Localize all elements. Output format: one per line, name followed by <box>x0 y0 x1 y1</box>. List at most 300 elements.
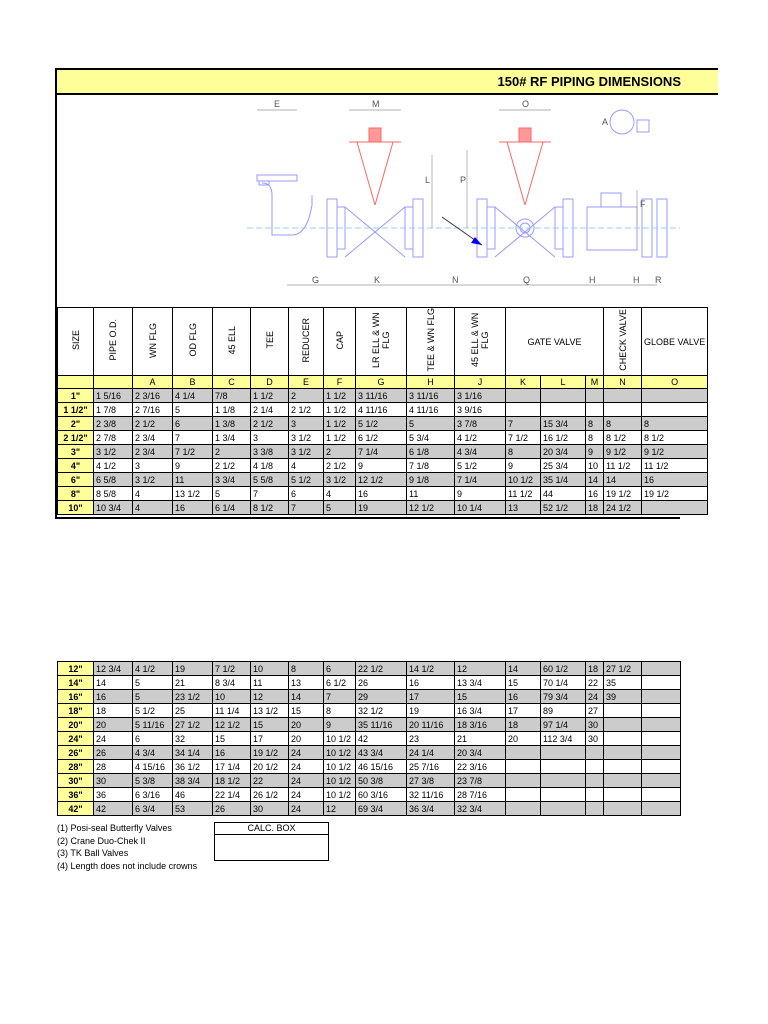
value-cell: 8 <box>324 704 356 718</box>
letter-cell: A <box>133 376 173 389</box>
column-header <box>289 308 324 376</box>
value-cell: 17 1/4 <box>213 760 251 774</box>
value-cell: 20 <box>289 718 324 732</box>
value-cell: 19 1/2 <box>642 487 708 501</box>
column-header <box>133 308 173 376</box>
value-cell: 9 <box>324 718 356 732</box>
value-cell: 10 3/4 <box>94 501 133 515</box>
dim-label-h1: H <box>589 275 596 285</box>
value-cell: 3 <box>133 459 173 473</box>
value-cell <box>604 732 642 746</box>
size-cell: 1" <box>58 389 94 403</box>
value-cell: 20 <box>94 718 133 732</box>
calc-box-input[interactable] <box>215 835 328 860</box>
calc-box-label: CALC. BOX <box>215 823 328 835</box>
value-cell: 2 3/8 <box>94 417 133 431</box>
value-cell <box>642 760 681 774</box>
value-cell: 10 1/2 <box>324 746 356 760</box>
column-header-label: TEE & WN FLG <box>425 308 436 372</box>
value-cell: 2 7/8 <box>94 431 133 445</box>
letter-cell: L <box>541 376 586 389</box>
value-cell: 10 <box>213 690 251 704</box>
table-row <box>58 487 708 501</box>
size-cell: 16" <box>58 690 94 704</box>
value-cell: 10 <box>251 662 289 676</box>
piping-schematic <box>57 95 680 308</box>
value-cell: 44 <box>541 487 586 501</box>
value-cell: 7 <box>324 690 356 704</box>
size-cell: 24" <box>58 732 94 746</box>
table-row <box>58 403 708 417</box>
size-cell: 20" <box>58 718 94 732</box>
table-row <box>58 501 708 515</box>
value-cell: 12 1/2 <box>213 718 251 732</box>
value-cell: 2 3/4 <box>133 445 173 459</box>
value-cell <box>586 774 604 788</box>
value-cell <box>642 676 681 690</box>
value-cell: 8 1/2 <box>642 431 708 445</box>
letter-cell: E <box>289 376 324 389</box>
value-cell: 3 1/2 <box>289 445 324 459</box>
table-row <box>58 459 708 473</box>
value-cell: 10 1/2 <box>324 788 356 802</box>
letter-cell: F <box>324 376 356 389</box>
value-cell: 21 <box>173 676 213 690</box>
value-cell: 27 1/2 <box>604 662 642 676</box>
dimensions-table-bottom <box>57 661 681 816</box>
dimensions-table-top <box>57 307 708 515</box>
value-cell: 2 1/4 <box>251 403 289 417</box>
column-header <box>407 308 455 376</box>
column-header-label: SIZE <box>70 329 81 350</box>
value-cell: 13 <box>289 676 324 690</box>
value-cell: 42 <box>356 732 407 746</box>
dim-label-g: G <box>312 275 320 285</box>
value-cell: 25 7/16 <box>407 760 455 774</box>
value-cell <box>586 760 604 774</box>
value-cell <box>642 746 681 760</box>
value-cell: 4 1/2 <box>94 459 133 473</box>
value-cell <box>604 718 642 732</box>
value-cell: 15 <box>251 718 289 732</box>
value-cell: 7 <box>173 431 213 445</box>
value-cell <box>642 774 681 788</box>
value-cell: 22 1/4 <box>213 788 251 802</box>
value-cell: 112 3/4 <box>541 732 586 746</box>
value-cell: 39 <box>604 690 642 704</box>
value-cell: 24 <box>289 760 324 774</box>
value-cell: 4 3/4 <box>133 746 173 760</box>
value-cell: 6 <box>324 662 356 676</box>
value-cell: 2 1/2 <box>133 417 173 431</box>
letter-cell: D <box>251 376 289 389</box>
value-cell: 5 <box>213 487 251 501</box>
value-cell <box>541 802 586 816</box>
letter-cell: M <box>586 376 604 389</box>
column-header-label: CHECK VALVE <box>617 309 628 371</box>
value-cell: 6 1/4 <box>213 501 251 515</box>
column-header-label: TEE <box>264 331 275 349</box>
value-cell: 11 <box>173 473 213 487</box>
column-header <box>455 308 506 376</box>
value-cell: 23 <box>407 732 455 746</box>
value-cell: 2 <box>289 389 324 403</box>
size-cell: 3" <box>58 445 94 459</box>
table-row <box>58 788 681 802</box>
value-cell: 9 1/2 <box>642 445 708 459</box>
table-row <box>58 431 708 445</box>
value-cell: 22 <box>586 676 604 690</box>
value-cell: 16 <box>586 487 604 501</box>
value-cell: 7 <box>251 487 289 501</box>
value-cell: 1 1/2 <box>324 389 356 403</box>
value-cell: 14 <box>94 676 133 690</box>
value-cell: 32 1/2 <box>356 704 407 718</box>
value-cell: 4 1/4 <box>173 389 213 403</box>
letter-cell: N <box>604 376 642 389</box>
value-cell: 18 <box>586 501 604 515</box>
value-cell: 16 3/4 <box>455 704 506 718</box>
value-cell <box>541 774 586 788</box>
size-cell: 2 1/2" <box>58 431 94 445</box>
value-cell: 19 1/2 <box>604 487 642 501</box>
value-cell: 14 1/2 <box>407 662 455 676</box>
value-cell <box>604 774 642 788</box>
size-cell: 30" <box>58 774 94 788</box>
value-cell <box>604 403 642 417</box>
value-cell: 9 <box>586 445 604 459</box>
value-cell: 2 3/4 <box>133 431 173 445</box>
dim-label-m: M <box>372 99 380 109</box>
value-cell: 1 3/4 <box>213 431 251 445</box>
value-cell <box>642 403 708 417</box>
value-cell: 20 11/16 <box>407 718 455 732</box>
value-cell: 70 1/4 <box>541 676 586 690</box>
value-cell <box>506 746 541 760</box>
value-cell: 16 <box>356 487 407 501</box>
column-header <box>94 308 133 376</box>
value-cell: 3 11/16 <box>356 389 407 403</box>
value-cell: 30 <box>251 802 289 816</box>
column-header-label: LR ELL & WN FLG <box>371 312 391 368</box>
value-cell: 20 <box>506 732 541 746</box>
column-header <box>213 308 251 376</box>
size-cell: 6" <box>58 473 94 487</box>
table-row <box>58 445 708 459</box>
value-cell: 1 1/2 <box>251 389 289 403</box>
value-cell: 52 1/2 <box>541 501 586 515</box>
value-cell: 5 <box>133 676 173 690</box>
value-cell: 24 <box>289 774 324 788</box>
value-cell: 7 <box>506 417 541 431</box>
value-cell: 20 <box>289 732 324 746</box>
value-cell: 3 7/8 <box>455 417 506 431</box>
dim-label-n: N <box>452 275 459 285</box>
value-cell: 10 1/2 <box>324 774 356 788</box>
letter-cell: G <box>356 376 407 389</box>
value-cell: 14 <box>506 662 541 676</box>
value-cell: 5 3/8 <box>133 774 173 788</box>
value-cell: 18 3/16 <box>455 718 506 732</box>
value-cell: 26 1/2 <box>251 788 289 802</box>
dim-label-a: A <box>602 117 609 127</box>
note-3: (3) TK Ball Valves <box>57 848 129 858</box>
value-cell: 8 3/4 <box>213 676 251 690</box>
value-cell: 3 1/2 <box>289 431 324 445</box>
value-cell: 13 1/2 <box>173 487 213 501</box>
value-cell: 8 <box>586 431 604 445</box>
size-cell: 2" <box>58 417 94 431</box>
value-cell <box>541 403 586 417</box>
value-cell: 60 3/16 <box>356 788 407 802</box>
table-row <box>58 662 681 676</box>
value-cell: 16 <box>213 746 251 760</box>
value-cell <box>506 760 541 774</box>
value-cell <box>604 788 642 802</box>
value-cell <box>586 802 604 816</box>
value-cell: 32 <box>173 732 213 746</box>
value-cell: 19 <box>407 704 455 718</box>
value-cell: 2 1/2 <box>289 403 324 417</box>
value-cell: 6 1/2 <box>324 676 356 690</box>
value-cell: 26 <box>94 746 133 760</box>
value-cell: 14 <box>586 473 604 487</box>
dim-label-k: K <box>374 275 381 285</box>
value-cell <box>642 501 708 515</box>
value-cell <box>642 718 681 732</box>
value-cell: 36 <box>94 788 133 802</box>
value-cell: 4 11/16 <box>407 403 455 417</box>
value-cell: 5 <box>133 690 173 704</box>
letter-cell: B <box>173 376 213 389</box>
value-cell <box>586 389 604 403</box>
value-cell: 5 3/4 <box>407 431 455 445</box>
value-cell: 3 1/2 <box>324 473 356 487</box>
value-cell: 4 1/2 <box>133 662 173 676</box>
size-cell: 4" <box>58 459 94 473</box>
value-cell: 27 3/8 <box>407 774 455 788</box>
table-row <box>58 732 681 746</box>
value-cell: 60 1/2 <box>541 662 586 676</box>
table-row <box>58 760 681 774</box>
value-cell: 1 1/8 <box>213 403 251 417</box>
value-cell <box>506 774 541 788</box>
column-header <box>642 308 708 376</box>
value-cell: 25 <box>173 704 213 718</box>
value-cell <box>642 802 681 816</box>
value-cell: 19 <box>173 662 213 676</box>
value-cell: 3 1/2 <box>94 445 133 459</box>
value-cell <box>642 732 681 746</box>
piping-drawing <box>57 95 680 308</box>
value-cell: 8 <box>289 662 324 676</box>
value-cell: 30 <box>94 774 133 788</box>
table-row <box>58 473 708 487</box>
value-cell <box>642 704 681 718</box>
value-cell: 11 1/2 <box>604 459 642 473</box>
value-cell: 97 1/4 <box>541 718 586 732</box>
value-cell: 15 <box>289 704 324 718</box>
value-cell: 4 1/2 <box>455 431 506 445</box>
value-cell: 23 1/2 <box>173 690 213 704</box>
value-cell: 36 1/2 <box>173 760 213 774</box>
note-2: (2) Crane Duo-Chek II <box>57 835 146 846</box>
value-cell: 17 <box>506 704 541 718</box>
value-cell: 11 1/2 <box>642 459 708 473</box>
value-cell: 5 1/2 <box>455 459 506 473</box>
value-cell <box>506 802 541 816</box>
value-cell: 24 <box>94 732 133 746</box>
value-cell: 2 3/16 <box>133 389 173 403</box>
value-cell: 8 <box>604 417 642 431</box>
value-cell <box>541 389 586 403</box>
dim-label-q: Q <box>523 275 531 285</box>
size-cell: 12" <box>58 662 94 676</box>
value-cell: 4 11/16 <box>356 403 407 417</box>
value-cell: 34 1/4 <box>173 746 213 760</box>
value-cell: 4 <box>289 459 324 473</box>
value-cell: 4 <box>133 501 173 515</box>
value-cell: 9 1/8 <box>407 473 455 487</box>
value-cell: 16 1/2 <box>541 431 586 445</box>
footnotes <box>57 822 197 872</box>
column-header <box>251 308 289 376</box>
value-cell: 16 <box>642 473 708 487</box>
value-cell: 3 3/4 <box>213 473 251 487</box>
value-cell: 5 <box>324 501 356 515</box>
value-cell: 22 3/16 <box>455 760 506 774</box>
letter-cell: H <box>407 376 455 389</box>
value-cell: 2 <box>213 445 251 459</box>
value-cell: 5 <box>173 403 213 417</box>
value-cell: 24 1/4 <box>407 746 455 760</box>
letter-cell <box>94 376 133 389</box>
value-cell: 17 <box>251 732 289 746</box>
value-cell: 32 11/16 <box>407 788 455 802</box>
value-cell: 6 1/8 <box>407 445 455 459</box>
table-row <box>58 389 708 403</box>
value-cell <box>604 704 642 718</box>
value-cell: 10 1/4 <box>455 501 506 515</box>
value-cell: 11 1/4 <box>213 704 251 718</box>
column-header <box>506 308 604 376</box>
size-cell: 18" <box>58 704 94 718</box>
value-cell <box>604 802 642 816</box>
value-cell: 17 <box>407 690 455 704</box>
column-header <box>173 308 213 376</box>
value-cell: 28 7/16 <box>455 788 506 802</box>
value-cell: 1 3/8 <box>213 417 251 431</box>
value-cell: 3 1/2 <box>133 473 173 487</box>
value-cell: 5 11/16 <box>133 718 173 732</box>
value-cell: 20 3/4 <box>455 746 506 760</box>
value-cell: 12 <box>324 802 356 816</box>
value-cell: 4 3/4 <box>455 445 506 459</box>
column-header <box>58 308 94 376</box>
value-cell: 15 <box>455 690 506 704</box>
value-cell: 3 3/8 <box>251 445 289 459</box>
value-cell: 24 <box>289 746 324 760</box>
value-cell: 12 1/2 <box>356 473 407 487</box>
letter-row <box>58 376 708 389</box>
dim-label-o-top: O <box>522 99 530 109</box>
size-cell: 8" <box>58 487 94 501</box>
column-header-label: CAP <box>334 330 345 350</box>
size-cell: 10" <box>58 501 94 515</box>
value-cell: 18 <box>586 662 604 676</box>
value-cell: 5 1/2 <box>289 473 324 487</box>
value-cell: 79 3/4 <box>541 690 586 704</box>
value-cell: 4 <box>324 487 356 501</box>
value-cell <box>586 788 604 802</box>
value-cell: 3 1/16 <box>455 389 506 403</box>
value-cell <box>586 403 604 417</box>
value-cell: 3 <box>289 417 324 431</box>
value-cell: 2 1/2 <box>213 459 251 473</box>
value-cell: 16 <box>506 690 541 704</box>
value-cell: 20 3/4 <box>541 445 586 459</box>
table-row <box>58 718 681 732</box>
value-cell: 14 <box>604 473 642 487</box>
value-cell: 36 3/4 <box>407 802 455 816</box>
value-cell: 11 1/2 <box>506 487 541 501</box>
value-cell: 23 7/8 <box>455 774 506 788</box>
value-cell: 15 3/4 <box>541 417 586 431</box>
value-cell: 18 <box>94 704 133 718</box>
value-cell: 24 <box>586 690 604 704</box>
value-cell: 7 1/8 <box>407 459 455 473</box>
value-cell: 5 <box>407 417 455 431</box>
value-cell <box>506 389 541 403</box>
value-cell: 18 <box>506 718 541 732</box>
value-cell: 13 3/4 <box>455 676 506 690</box>
value-cell: 1 1/2 <box>324 403 356 417</box>
value-cell: 16 <box>173 501 213 515</box>
value-cell: 26 <box>213 802 251 816</box>
value-cell: 35 1/4 <box>541 473 586 487</box>
value-cell: 22 <box>251 774 289 788</box>
value-cell <box>642 389 708 403</box>
value-cell: 21 <box>455 732 506 746</box>
column-header-label: 45 ELL <box>226 325 237 355</box>
size-cell: 36" <box>58 788 94 802</box>
value-cell: 2 7/16 <box>133 403 173 417</box>
value-cell: 6 3/16 <box>133 788 173 802</box>
column-header-label: 45 ELL & WN FLG <box>470 312 490 368</box>
value-cell: 20 1/2 <box>251 760 289 774</box>
value-cell: 26 <box>356 676 407 690</box>
value-cell: 19 1/2 <box>251 746 289 760</box>
column-header <box>604 308 642 376</box>
letter-cell: O <box>642 376 708 389</box>
table-row <box>58 690 681 704</box>
header-row <box>58 308 708 376</box>
column-header-label: GATE VALVE <box>527 336 582 347</box>
value-cell <box>642 788 681 802</box>
table-row <box>58 746 681 760</box>
value-cell <box>642 690 681 704</box>
letter-cell: K <box>506 376 541 389</box>
value-cell: 9 <box>455 487 506 501</box>
value-cell: 3 <box>251 431 289 445</box>
value-cell: 8 5/8 <box>94 487 133 501</box>
value-cell: 6 <box>289 487 324 501</box>
value-cell: 19 <box>356 501 407 515</box>
value-cell: 1 7/8 <box>94 403 133 417</box>
value-cell: 11 <box>251 676 289 690</box>
column-header-label: WN FLG <box>147 322 158 358</box>
size-cell: 26" <box>58 746 94 760</box>
